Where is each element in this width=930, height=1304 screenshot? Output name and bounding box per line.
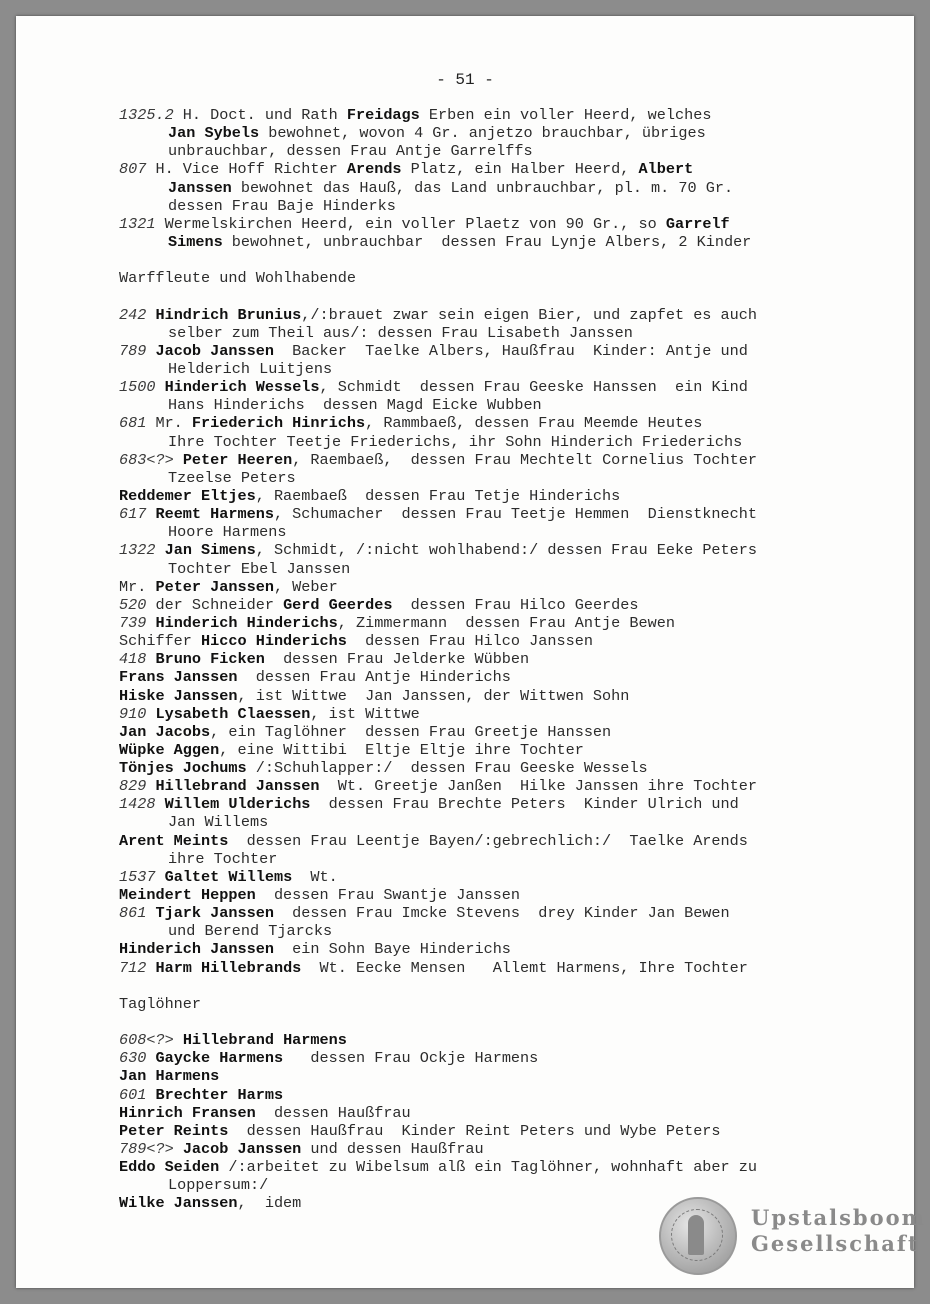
line-text: Tochter Ebel Janssen — [168, 559, 351, 578]
person-name: Wilke Janssen — [119, 1194, 238, 1213]
person-name: Reddemer Eltjes — [119, 486, 256, 505]
line-text: Wermelskirchen Heerd, ein voller Plaetz von 90 Gr., so — [155, 214, 666, 233]
person-name: Jan Simens — [164, 541, 256, 560]
person-name: Bruno Ficken — [155, 650, 265, 669]
line-text: Wt. — [292, 867, 338, 886]
line-text: Platz, ein Halber Heerd, — [401, 160, 639, 179]
line-text: dessen Haußfrau Kinder Reint Peters und Wybe Peters — [228, 1121, 721, 1140]
text-line — [119, 922, 859, 940]
line-text — [155, 795, 164, 813]
text-line — [119, 197, 859, 215]
line-text: ein Sohn Baye Hinderichs — [273, 940, 511, 959]
text-line — [119, 940, 859, 958]
text-line — [119, 723, 859, 741]
text-line — [119, 451, 859, 469]
line-text: , eine Wittibi Eltje Eltje ihre Tochter — [219, 740, 584, 759]
line-text: , Raembaeß, dessen Frau Mechtelt Cornelius Tochter — [292, 450, 758, 469]
text-line — [119, 596, 859, 614]
line-text: Mr. — [146, 414, 192, 433]
person-name: Hinderich Wessels — [164, 378, 320, 397]
text-line — [119, 342, 859, 360]
entry-number: 520 — [119, 595, 147, 614]
person-name: Wüpke Aggen — [119, 740, 220, 759]
line-text: Schiffer — [119, 632, 202, 651]
seal-tree — [688, 1215, 704, 1255]
text-line — [119, 850, 859, 868]
line-text: Hans Hinderichs dessen Magd Eicke Wubben — [168, 396, 542, 415]
line-text — [174, 1140, 183, 1158]
line-text: Ihre Tochter Teetje Friederichs, ihr Sohn Hinderich Friederichs — [168, 432, 743, 451]
text-line — [119, 886, 859, 904]
line-text: Warffleute und Wohlhabende — [119, 269, 356, 288]
person-name: Hicco Hinderichs — [201, 632, 347, 651]
line-text: , ist Wittwe Jan Janssen, der Wittwen Sohn — [237, 686, 630, 705]
line-text: Erben ein voller Heerd, welches — [419, 106, 712, 124]
entry-number: 242 — [119, 305, 147, 324]
person-name: Hinrich Fransen — [119, 1103, 256, 1122]
text-line — [119, 396, 859, 414]
text-line — [119, 959, 859, 977]
text-line — [119, 632, 859, 650]
text-line — [119, 904, 859, 922]
text-line — [119, 306, 859, 324]
line-text: H. Vice Hoff Richter — [146, 160, 347, 179]
person-name: Friederich Hinrichs — [191, 414, 366, 433]
entry-number: 861 — [119, 904, 147, 923]
logo-line-1: Upstalsboom — [751, 1205, 926, 1230]
entry-number: 789<?> — [119, 1140, 174, 1159]
entry-number: 1321 — [119, 214, 156, 233]
text-line — [119, 705, 859, 723]
line-text: /:arbeitet zu Wibelsum alß ein Taglöhner, wohnhaft aber zu — [219, 1158, 757, 1177]
text-line — [119, 505, 859, 523]
entry-number: 1325.2 — [119, 106, 174, 124]
line-text: Mr. — [119, 577, 156, 596]
blank-line — [119, 251, 859, 269]
text-line — [119, 795, 859, 813]
line-text: Loppersum:/ — [168, 1176, 269, 1195]
text-line — [119, 813, 859, 831]
line-text: dessen Frau Hilco Geerdes — [392, 595, 639, 614]
person-name: Jan Sybels — [168, 124, 260, 143]
line-text: ihre Tochter — [168, 849, 278, 868]
text-line — [119, 995, 859, 1013]
text-line — [119, 360, 859, 378]
line-text: , Schmidt, /:nicht wohlhabend:/ dessen Frau Eeke Peters — [255, 541, 758, 560]
line-text: dessen Frau Hilco Janssen — [346, 632, 593, 651]
line-text — [155, 868, 164, 886]
line-text: H. Doct. und Rath — [173, 106, 347, 124]
line-text: , ein Taglöhner dessen Frau Greetje Hanssen — [210, 722, 612, 741]
text-line — [119, 269, 859, 287]
entry-number: 630 — [119, 1049, 147, 1068]
entry-number: 1428 — [119, 795, 156, 814]
line-text: unbrauchbar, dessen Frau Antje Garrelffs — [168, 142, 533, 161]
person-name: Hinderich Hinderichs — [155, 613, 338, 632]
line-text: , Schumacher dessen Frau Teetje Hemmen Dienstknecht — [273, 505, 757, 524]
line-text — [155, 378, 164, 396]
person-name: Frans Janssen — [119, 668, 238, 687]
person-name: Peter Reints — [119, 1121, 229, 1140]
entry-number: 739 — [119, 613, 147, 632]
line-text: dessen Frau Baje Hinderks — [168, 196, 396, 215]
text-line — [119, 414, 859, 432]
line-text: bewohnet, wovon 4 Gr. anjetzo brauchbar, übriges — [259, 124, 706, 143]
document-page — [16, 16, 926, 1288]
entry-number: 1322 — [119, 541, 156, 560]
person-name: Meindert Heppen — [119, 886, 256, 905]
person-name: Harm Hillebrands — [155, 958, 302, 977]
entry-number: 608<?> — [119, 1031, 174, 1050]
person-name: Lysabeth Claessen — [155, 704, 311, 723]
person-name: Jacob Janssen — [155, 341, 274, 360]
line-text: ,/:brauet zwar sein eigen Bier, und zapfet es auch — [301, 305, 757, 324]
text-line — [119, 233, 859, 251]
text-line — [119, 124, 859, 142]
line-text: Wt. Eecke Mensen Allemt Harmens, Ihre Tochter — [301, 958, 748, 977]
line-text: , Weber — [273, 577, 338, 596]
entry-number: 1537 — [119, 867, 156, 886]
line-text: Backer Taelke Albers, Haußfrau Kinder: Antje und — [273, 341, 748, 360]
blank-line — [119, 977, 859, 995]
entry-number: 617 — [119, 505, 147, 524]
line-text: Helderich Luitjens — [168, 359, 333, 378]
line-text: Wt. Greetje Janßen Hilke Janssen ihre Tochter — [319, 777, 758, 796]
person-name: Janssen — [168, 178, 232, 197]
blank-line — [119, 287, 859, 305]
line-text: der Schneider — [146, 595, 284, 614]
line-text: , Zimmermann dessen Frau Antje Bewen — [337, 613, 675, 632]
line-text — [174, 1031, 183, 1049]
person-name: Jacob Janssen — [182, 1140, 302, 1159]
text-line — [119, 1104, 859, 1122]
person-name: Simens — [168, 232, 223, 251]
person-name: Peter Heeren — [182, 450, 293, 469]
line-text: Taglöhner — [119, 994, 202, 1013]
line-text: selber zum Theil aus/: dessen Frau Lisabeth Janssen — [168, 323, 633, 342]
entry-number: 829 — [119, 777, 147, 796]
person-name: Hinderich Janssen — [119, 940, 274, 959]
person-name: Hindrich Brunius — [155, 305, 302, 324]
person-name: Gaycke Harmens — [155, 1049, 284, 1068]
upstalsboom-logo — [659, 1197, 926, 1277]
text-line — [119, 1176, 859, 1194]
text-line — [119, 106, 859, 124]
entry-number: 910 — [119, 704, 147, 723]
person-name: Garrelf — [665, 214, 730, 233]
line-text: bewohnet, unbrauchbar dessen Frau Lynje Albers, 2 Kinder — [222, 232, 752, 251]
person-name: Jan Harmens — [119, 1067, 220, 1086]
line-text: und dessen Haußfrau — [301, 1140, 484, 1159]
document-body — [119, 106, 859, 1213]
text-line — [119, 560, 859, 578]
text-line — [119, 1086, 859, 1104]
text-line — [119, 378, 859, 396]
seal-icon — [659, 1197, 737, 1275]
text-line — [119, 142, 859, 160]
text-line — [119, 523, 859, 541]
person-name: Gerd Geerdes — [283, 595, 393, 614]
line-text: Tzeelse Peters — [168, 468, 296, 487]
line-text: dessen Frau Ockje Harmens — [283, 1049, 539, 1068]
blank-line — [119, 1013, 859, 1031]
text-line — [119, 1067, 859, 1085]
text-line — [119, 1140, 859, 1158]
line-text: , idem — [237, 1194, 302, 1213]
line-text: /:Schuhlapper:/ dessen Frau Geeske Wessels — [246, 759, 648, 778]
entry-number: 418 — [119, 650, 147, 669]
line-text: dessen Frau Antje Hinderichs — [237, 668, 511, 687]
person-name: Brechter Harms — [155, 1085, 284, 1104]
logo-line-2: Gesellschaft — [751, 1231, 920, 1256]
entry-number: 683<?> — [119, 450, 174, 469]
entry-number: 807 — [119, 160, 147, 179]
line-text: dessen Frau Jelderke Wübben — [264, 650, 530, 669]
line-text: , ist Wittwe — [310, 704, 420, 723]
text-line — [119, 541, 859, 559]
line-text: bewohnet das Hauß, das Land unbrauchbar, pl. m. 70 Gr. — [231, 178, 734, 197]
line-text: dessen Frau Brechte Peters Kinder Ulrich und — [310, 795, 739, 814]
line-text: dessen Frau Leentje Bayen/:gebrechlich:/ Taelke Arends — [228, 831, 748, 850]
person-name: Reemt Harmens — [155, 505, 274, 524]
line-text — [155, 541, 164, 559]
entry-number: 601 — [119, 1085, 147, 1104]
text-line — [119, 179, 859, 197]
line-text: Hoore Harmens — [168, 523, 287, 542]
person-name: Hillebrand Harmens — [182, 1031, 347, 1050]
text-line — [119, 687, 859, 705]
text-line — [119, 469, 859, 487]
person-name: Albert — [638, 160, 694, 179]
person-name: Hillebrand Janssen — [155, 777, 320, 796]
text-line — [119, 487, 859, 505]
person-name: Tönjes Jochums — [119, 759, 247, 778]
entry-number: 712 — [119, 958, 147, 977]
line-text: , Schmidt dessen Frau Geeske Hanssen ein Kind — [319, 378, 748, 397]
text-line — [119, 1158, 859, 1176]
text-line — [119, 433, 859, 451]
text-line — [119, 668, 859, 686]
person-name: Peter Janssen — [155, 577, 274, 596]
line-text: dessen Frau Swantje Janssen — [255, 886, 521, 905]
line-text: dessen Haußfrau — [255, 1103, 411, 1122]
text-line — [119, 578, 859, 596]
text-line — [119, 759, 859, 777]
person-name: Freidags — [346, 106, 420, 124]
line-text: , Raembaeß dessen Frau Tetje Hinderichs — [255, 486, 621, 505]
text-line — [119, 160, 859, 178]
text-line — [119, 614, 859, 632]
line-text — [174, 451, 183, 469]
person-name: Jan Jacobs — [119, 722, 211, 741]
text-line — [119, 650, 859, 668]
text-line — [119, 324, 859, 342]
entry-number: 681 — [119, 414, 147, 433]
text-line — [119, 1122, 859, 1140]
person-name: Hiske Janssen — [119, 686, 238, 705]
entry-number: 789 — [119, 341, 147, 360]
text-line — [119, 832, 859, 850]
text-line — [119, 1049, 859, 1067]
text-line — [119, 868, 859, 886]
text-line — [119, 215, 859, 233]
line-text: Jan Willems — [168, 813, 269, 832]
line-text: und Berend Tjarcks — [168, 922, 333, 941]
person-name: Arends — [346, 160, 402, 179]
person-name: Tjark Janssen — [155, 904, 274, 923]
person-name: Eddo Seiden — [119, 1158, 220, 1177]
line-text: , Rammbaeß, dessen Frau Meemde Heutes — [365, 414, 703, 433]
text-line — [119, 741, 859, 759]
person-name: Galtet Willems — [164, 867, 293, 886]
line-text: dessen Frau Imcke Stevens drey Kinder Jan Bewen — [273, 904, 730, 923]
entry-number: 1500 — [119, 378, 156, 397]
logo-text — [751, 1205, 926, 1257]
person-name: Arent Meints — [119, 831, 229, 850]
text-line — [119, 777, 859, 795]
person-name: Willem Ulderichs — [164, 795, 311, 814]
text-line — [119, 1031, 859, 1049]
page-number: - 51 - — [436, 71, 494, 89]
